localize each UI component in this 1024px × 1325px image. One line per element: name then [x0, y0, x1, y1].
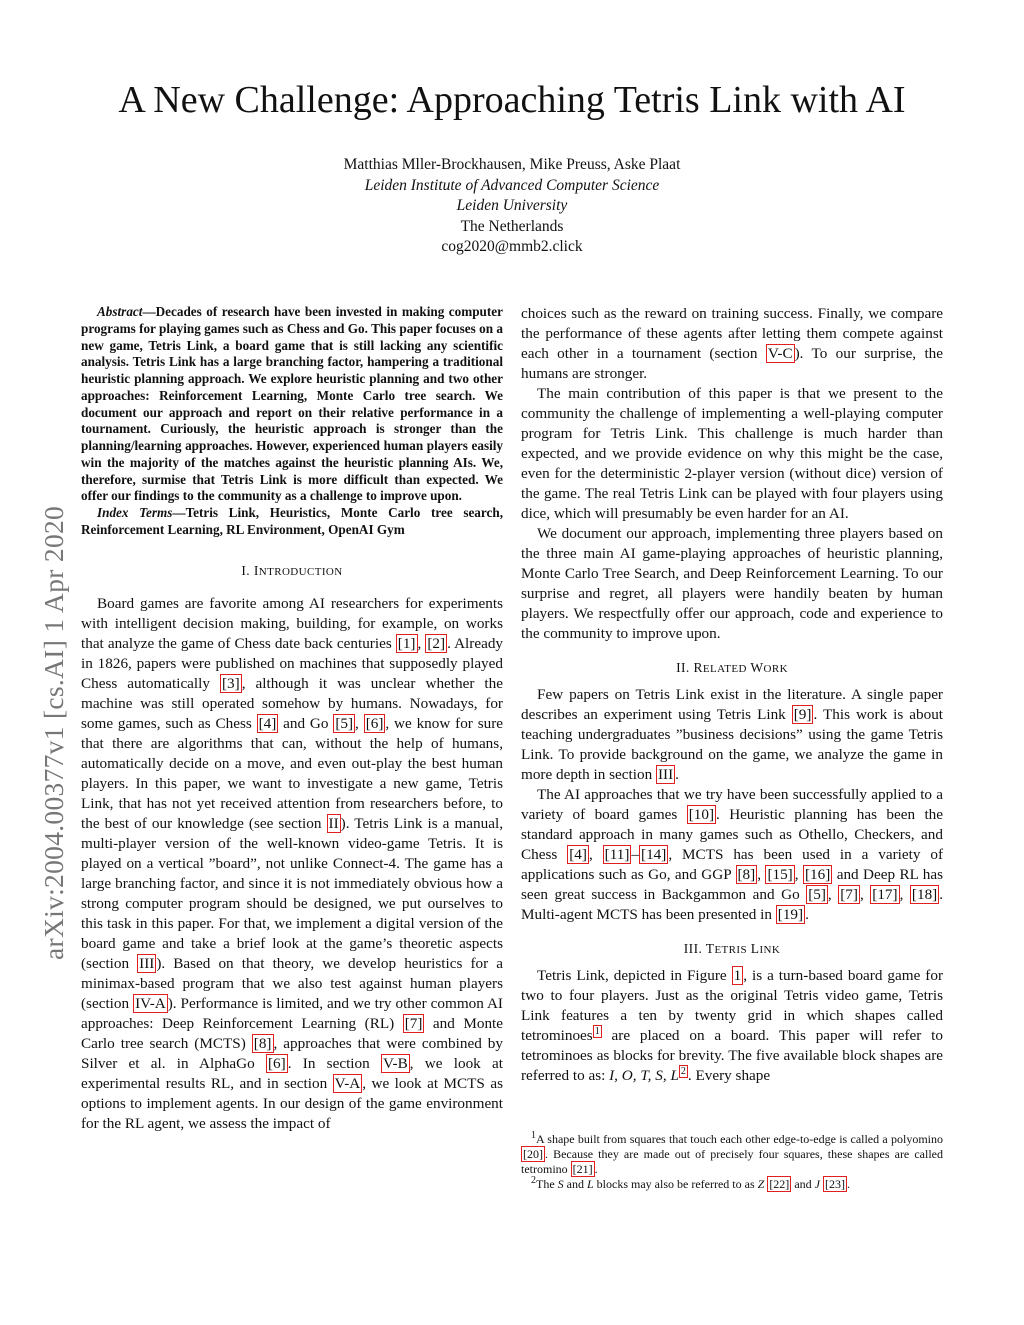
footnote-link[interactable]: 1	[594, 1025, 600, 1037]
footnote-link[interactable]: 2	[680, 1065, 686, 1077]
citation-link[interactable]: [7]	[840, 886, 858, 903]
citation-link[interactable]: [2]	[427, 634, 446, 652]
section-link[interactable]: IV-A	[135, 994, 166, 1012]
index-terms-label: Index Terms	[97, 505, 173, 520]
intro-paragraph: Board games are favorite among AI researchers for experiments with intelligent decision making, building, for example, on works that analyze the game of Chess date back centuries [1] , [2] . Already in 1826, papers were published on machines that supposedly played Chess automatically [3] , although it was unclear whether the machine was still operated somehow by humans. Nowadays, for some games, such as Chess [4] and Go [5] , [6] , we know for sure that there are algorithms that can, without the help of humans, automatically decide on a move, and even out-play the best human players. In this paper, we want to investigate a new game, Tetris Link, that has not yet received attention from researchers before, to the best of our knowledge (see section II ). Tetris Link is a manual, multi-player version of the well-known video-game Tetris. It is played on a vertical ”board”, not unlike Connect-4. The game has a large branching factor, and since it is not immediately obvious how a strong computer program should be designed, we put ourselves to this task in this paper. For that, we implement a digital version of the board game and take a brief look at the game’s theoretic aspects (section III ). Based on that theory, we develop heuristics for a minimax-based program that we also test against human players (section IV-A ). Performance is limited, and we try other common AI approaches: Deep Reinforcement Learning (RL) [7] and Monte Carlo tree search (MCTS) [8] , approaches that were combined by Silver et al. in AlphaGo [6] . In section V-B , we look at experimental results RL, and in section V-A , we look at MCTS as options to implement agents. In our design of the game environment for the RL agent, we assess the impact of	[81, 594, 504, 1132]
related-paragraph-2: The AI approaches that we try have been successfully applied to a variety of board games [10] . Heuristic planning has been the standard approach in many games such as Othello, Checkers, and Chess [4] , [11] – [14] , MCTS has been used in a variety of applications such as Go, and GGP [8] , [15] , [16] and Deep RL has seen great success in Backgammon and Go [5] , [7] , [17] , [18] . Multi-agent MCTS has been presented in [19] .	[521, 786, 944, 923]
citation-link[interactable]: [8]	[253, 1034, 272, 1052]
block-letters: I, O, T, S, L	[609, 1067, 679, 1084]
left-column	[81, 304, 503, 1134]
citation-link[interactable]: [4]	[569, 846, 587, 863]
citation-link[interactable]: [9]	[793, 706, 812, 723]
figure-link[interactable]: 1	[733, 967, 742, 984]
approach-paragraph: We document our approach, implementing three players based on the three main AI game-playing approaches of heuristic planning, Monte Carlo Tree Search, and Deep Reinforcement Learning. To our surprise and regret, all players were handily beaten by human players. We respectfully offer our approach, code and experience to the community to improve upon.	[521, 525, 943, 642]
citation-link[interactable]: [21]	[572, 1162, 593, 1176]
citation-link[interactable]: [22]	[769, 1177, 790, 1191]
footnotes	[521, 1132, 943, 1192]
related-paragraph-1: Few papers on Tetris Link exist in the literature. A single paper describes an experiment using Tetris Link [9] . This work is about teaching undergraduates ”business decisions” using the game Tetris Link. To provide background on the game, we analyze the game in more depth in section III .	[521, 686, 944, 783]
citation-link[interactable]: [5]	[808, 886, 826, 903]
citation-link[interactable]: [14]	[641, 846, 667, 863]
citation-link[interactable]: [19]	[777, 906, 804, 923]
index-terms	[81, 505, 503, 539]
abstract-text: —Decades of research have been invested in making computer programs for playing games such as Chess and Go. This paper focuses on a new game, Tetris Link, a board game that is still lacking any scientific analysis. Tetris Link has a large branching factor, hampering a traditional heuristic planning approach. We explore heuristic planning and two other approaches: Reinforcement Learning, Monte Carlo tree search. We document our approach and report on their relative performance in a tournament. Curiously, the heuristic approach is stronger than the planning/learning approaches. However, experienced human players easily win the majority of the matches against the heuristic planning AIs. We, therefore, surmise that Tetris Link is more difficult than expected. We offer our findings to the community as a challenge to improve upon.	[81, 304, 503, 504]
affiliation-university: Leiden University	[456, 197, 568, 214]
citation-link[interactable]: [1]	[397, 634, 416, 652]
footnote-2: $^2$The S and L blocks may also be referred to as Z [22] and J [23] .	[531, 1175, 850, 1191]
right-column	[521, 304, 943, 1086]
authors: Matthias Mller-Brockhausen, Mike Preuss, Aske Plaat	[343, 156, 681, 173]
citation-link[interactable]: [17]	[872, 886, 898, 903]
index-terms-text: —Tetris Link, Heuristics, Monte Carlo tree search, Reinforcement Learning, RL Environment, OpenAI Gym	[81, 505, 503, 537]
citation-link[interactable]: [11]	[604, 846, 630, 863]
abstract	[81, 304, 503, 505]
country: The Netherlands	[460, 217, 564, 235]
paper-title: A New Challenge: Approaching Tetris Link with AI	[118, 79, 906, 121]
contribution-paragraph: The main contribution of this paper is that we present to the community the challenge of implementing a well-playing computer program for Tetris Link. This challenge is much harder than expected, and we provide evidence on why this might be the case, even for the deterministic 2-player version (without dice) version of the game. The real Tetris Link can be played with four players using dice, which will presumably be even harder for an AI.	[521, 385, 943, 522]
section-link[interactable]: II	[328, 814, 339, 832]
author-block	[0, 155, 1024, 258]
section-link[interactable]: V-C	[767, 345, 793, 362]
section-link[interactable]: III	[139, 954, 155, 972]
citation-link[interactable]: [7]	[404, 1014, 423, 1032]
email: cog2020@mmb2.click	[441, 238, 583, 255]
citation-link[interactable]: [18]	[911, 886, 938, 903]
citation-link[interactable]: [15]	[767, 866, 793, 883]
citation-link[interactable]: [8]	[737, 866, 756, 883]
citation-link[interactable]: [5]	[335, 714, 354, 732]
section-link[interactable]: V-B	[382, 1054, 408, 1072]
citation-link[interactable]: [4]	[258, 714, 277, 732]
section-heading-introduction: I. INTRODUCTION	[241, 562, 343, 578]
citation-link[interactable]: [16]	[804, 866, 831, 883]
citation-link[interactable]: [10]	[688, 806, 715, 823]
section-link[interactable]: III	[657, 766, 674, 783]
citation-link[interactable]: [3]	[221, 674, 240, 692]
intro-paragraph-continued: choices such as the reward on training success. Finally, we compare the performance of these agents after letting them compete against each other in a tournament (section V-C ). To our surprise, the humans are stronger.	[521, 305, 943, 382]
citation-link[interactable]: [23]	[824, 1177, 845, 1191]
citation-link[interactable]: [6]	[365, 714, 384, 732]
section-heading-tetris-link: III. TETRIS LINK	[683, 941, 781, 956]
citation-link[interactable]: [20]	[523, 1147, 543, 1161]
section-link[interactable]: V-A	[334, 1074, 361, 1092]
footnote-1: $^1$A shape built from squares that touch each other edge-to-edge is called a polyomino [20] . Because they are made out of precisely four squares, these shapes are called tetromino [21] .	[521, 1130, 943, 1176]
tetris-paragraph: Tetris Link, depicted in Figure 1 , is a turn-based board game for two to four players. Just as the original Tetris video game, Tetris Link features a ten by twenty grid in which shapes called tetrominoes $^1$ are placed on a board. This paper will refer to tetrominoes as blocks for brevity. The five available block shapes are referred to as: I, O, T, S, L $^2$ . Every shape	[521, 967, 943, 1084]
abstract-label: Abstract	[97, 304, 143, 319]
arxiv-stamp: arXiv:2004.00377v1 [cs.AI] 1 Apr 2020	[38, 505, 69, 960]
section-heading-related-work: II. RELATED WORK	[676, 660, 788, 675]
affiliation-institute: Leiden Institute of Advanced Computer Science	[364, 176, 660, 194]
citation-link[interactable]: [6]	[267, 1054, 286, 1072]
